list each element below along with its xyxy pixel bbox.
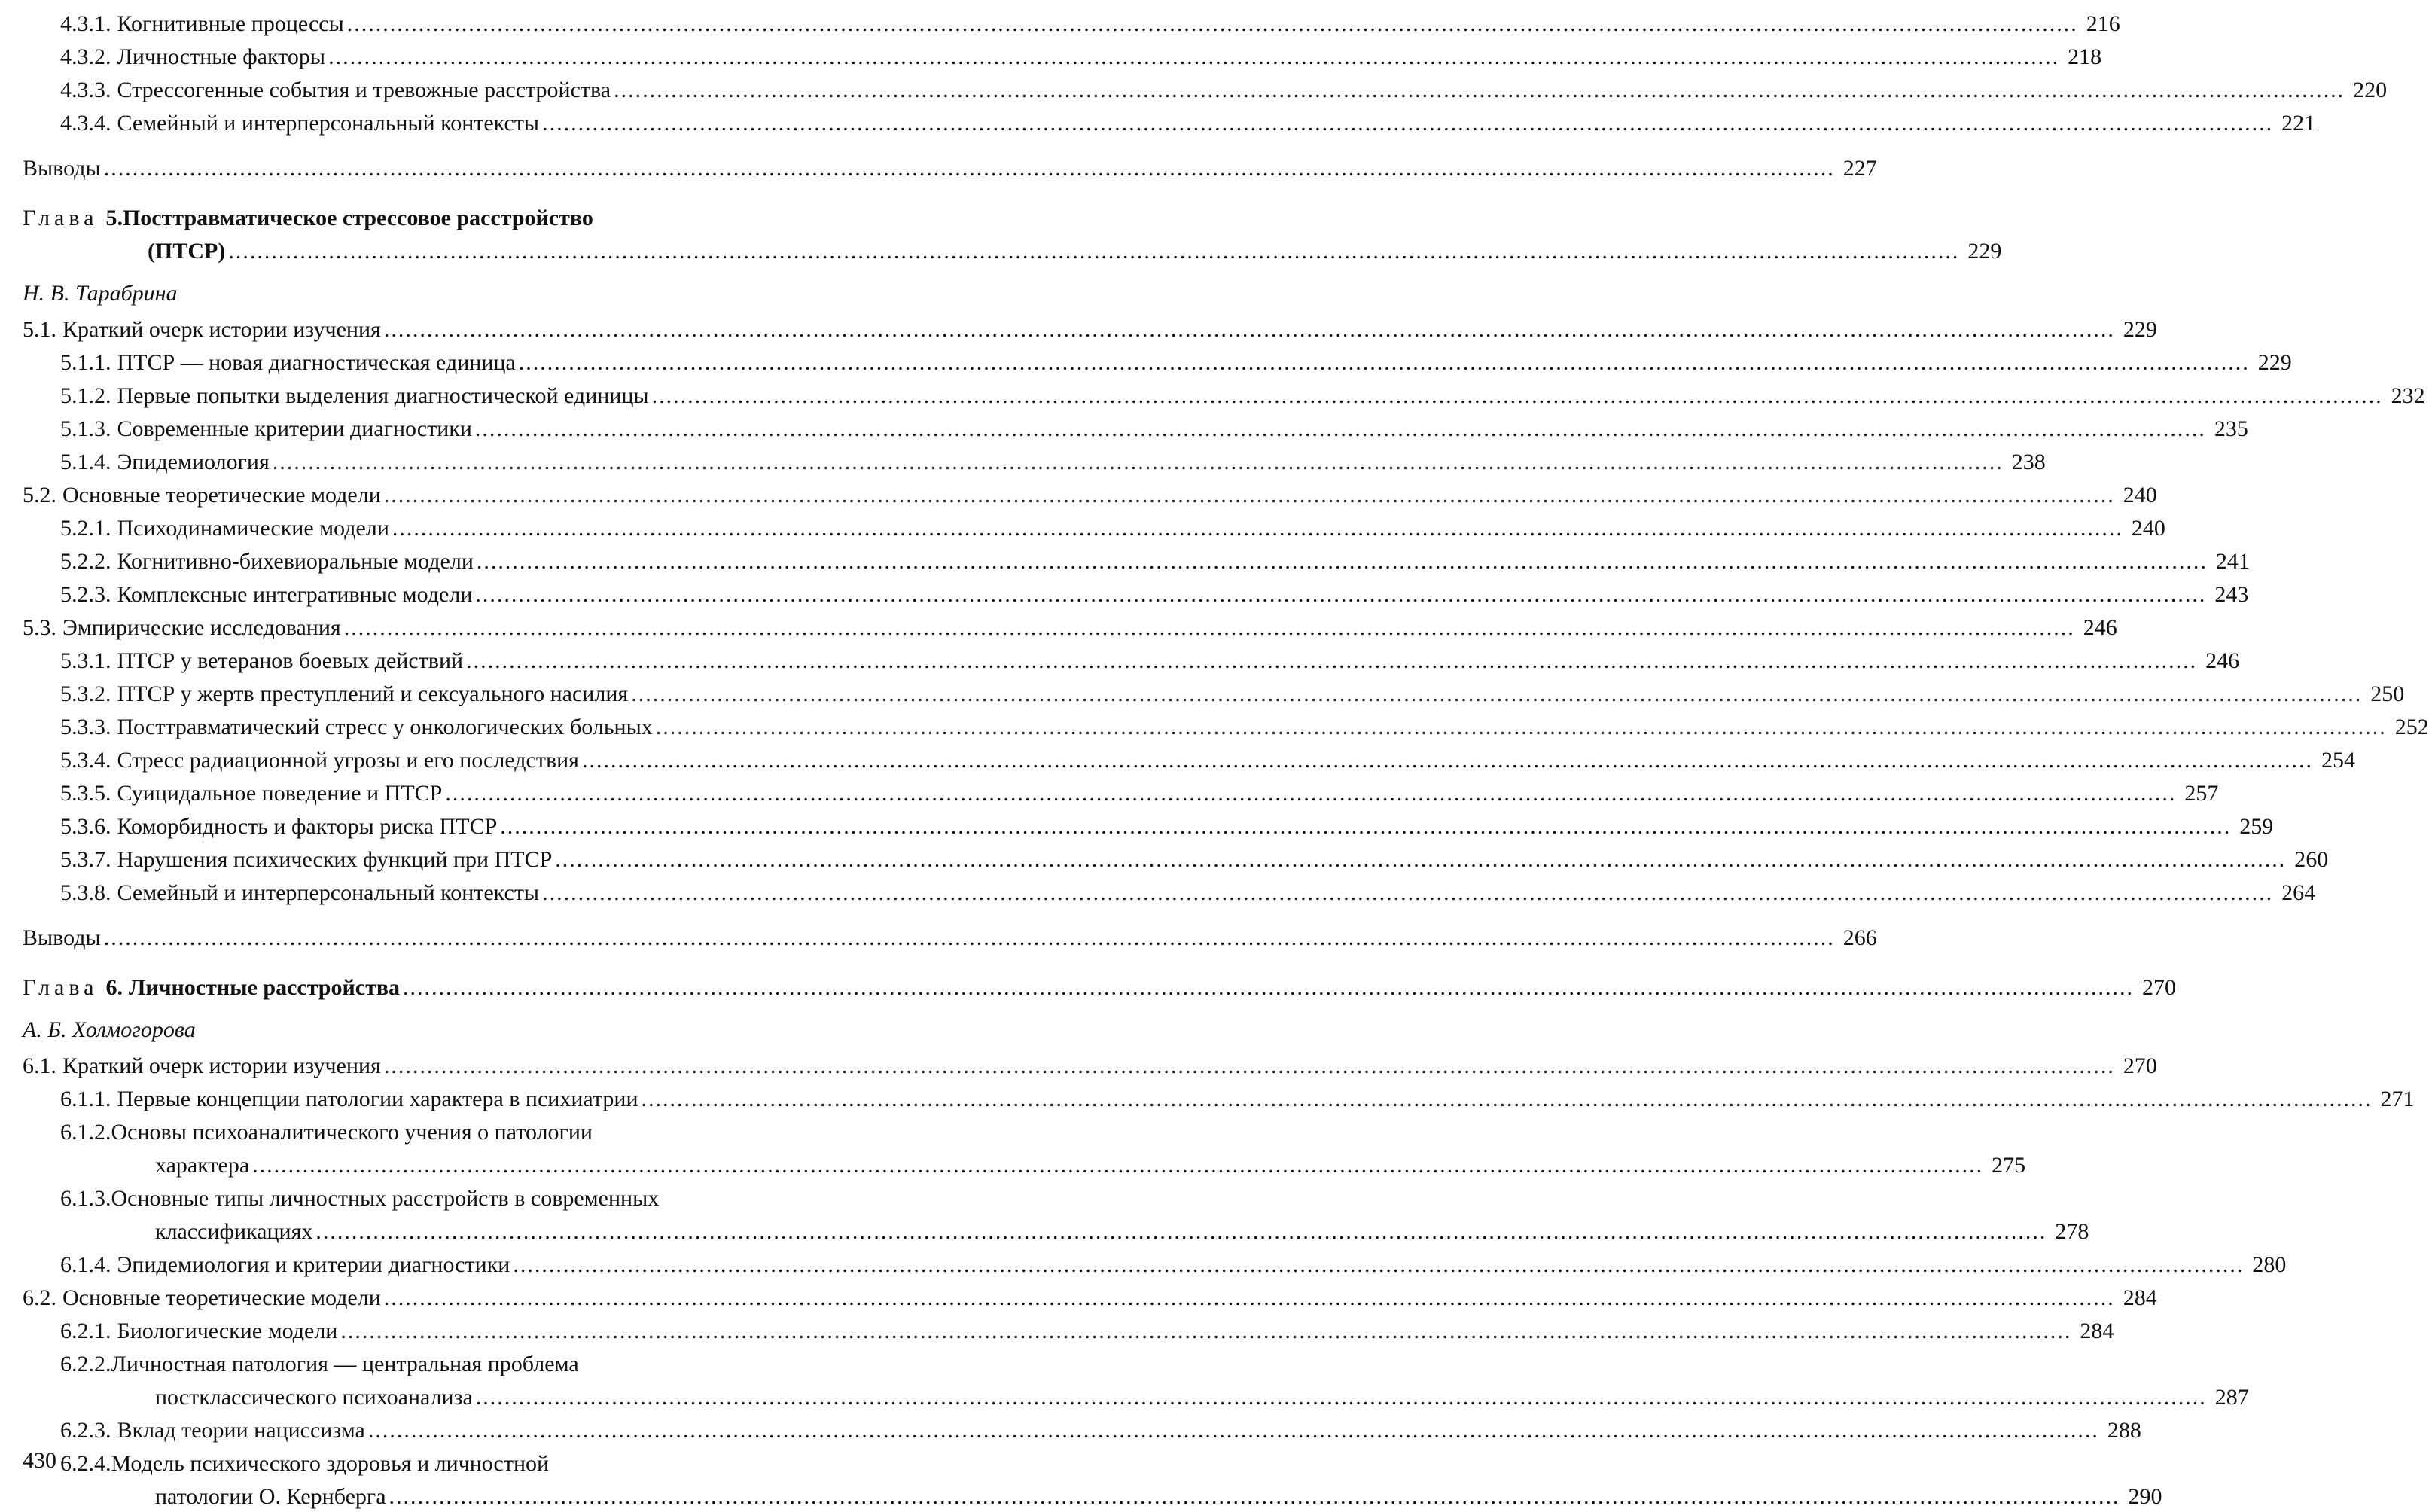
leader-dots — [445, 779, 2176, 809]
entry-number: 6.2.4. — [60, 1451, 111, 1476]
toc-entry[interactable] — [23, 511, 2165, 544]
entry-title: Первые попытки выделения диагностической единицы — [117, 383, 649, 408]
chapter-author: А. Б. Холмогорова — [23, 1017, 196, 1042]
leader-dots — [555, 845, 2286, 875]
toc-entry[interactable] — [23, 1247, 2287, 1280]
chapter-number: 5. — [105, 206, 123, 230]
entry-page: 270 — [2123, 1053, 2157, 1078]
toc-entry[interactable] — [23, 676, 2405, 709]
entry-title-line1: Основы психоаналитического учения о патологии — [111, 1120, 593, 1145]
entry-title: Коморбидность и факторы риска ПТСР — [117, 814, 498, 839]
entry-page: 275 — [1992, 1153, 2026, 1178]
leader-dots — [513, 1250, 2244, 1280]
entry-number: 6.2.2. — [60, 1352, 111, 1376]
entry-page: 252 — [2394, 715, 2429, 739]
toc-entry[interactable] — [23, 72, 2388, 105]
toc-entry[interactable] — [23, 1048, 2157, 1081]
book-page — [23, 0, 2429, 1509]
entry-number: 5.3.7. — [60, 847, 111, 872]
entry-title: Стрессогенные события и тревожные расстройства — [117, 78, 611, 102]
entry-page: 240 — [2123, 483, 2157, 508]
entry-number: 6.1.1. — [60, 1087, 111, 1111]
entry-number: 6.1.2. — [60, 1120, 111, 1145]
entry-page: 290 — [2128, 1484, 2162, 1509]
entry-title-line1: Модель психического здоровья и личностной — [111, 1451, 550, 1476]
entry-page: 280 — [2252, 1252, 2287, 1277]
entry-page: 287 — [2214, 1385, 2249, 1410]
entry-number: 5.1.3. — [60, 416, 111, 441]
entry-title: Краткий очерк истории изучения — [62, 1053, 381, 1078]
entry-number: 5.3.6. — [60, 814, 111, 839]
entry-page: 260 — [2294, 847, 2329, 872]
toc-entry[interactable] — [23, 312, 2157, 345]
entry-title: Выводы — [23, 925, 101, 950]
entry-title: Комплексные интегративные модели — [117, 582, 473, 607]
leader-dots — [475, 580, 2206, 610]
entry-page: 221 — [2281, 111, 2316, 136]
leader-dots — [476, 1382, 2207, 1413]
entry-title: Основные теоретические модели — [62, 483, 381, 508]
entry-number: 6.1.4. — [60, 1252, 111, 1277]
entry-number: 5.3.1. — [60, 648, 111, 673]
leader-dots — [403, 973, 2134, 1003]
entry-number: 6.1.3. — [60, 1186, 111, 1211]
toc-entry[interactable] — [23, 378, 2425, 411]
leader-dots — [384, 315, 2115, 345]
entry-page: 246 — [2205, 648, 2240, 673]
chapter-title-line1: Посттравматическое стрессовое расстройство — [122, 206, 593, 230]
entry-number: 6.1. — [23, 1053, 56, 1078]
entry-title: Выводы — [23, 156, 101, 181]
toc-entry[interactable] — [23, 151, 1877, 184]
toc-entry[interactable] — [23, 6, 2120, 39]
entry-title: Семейный и интерперсональный контексты — [117, 880, 540, 905]
entry-number: 5.3. — [23, 615, 56, 640]
entry-number: 5.1.4. — [60, 450, 111, 474]
entry-number: 6.2.1. — [60, 1318, 111, 1343]
entry-title-line2: патологии О. Кернберга — [155, 1484, 386, 1509]
entry-title-line2: классификациях — [155, 1219, 313, 1244]
toc-entry[interactable] — [23, 444, 2046, 477]
entry-title: Краткий очерк истории изучения — [62, 317, 381, 342]
entry-title: Личностные факторы — [117, 44, 326, 69]
leader-dots — [347, 9, 2078, 39]
entry-title: ПТСР у ветеранов боевых действий — [117, 648, 464, 673]
leader-dots — [477, 547, 2208, 577]
entry-page: 235 — [2214, 416, 2248, 441]
chapter-page: 270 — [2142, 975, 2177, 1000]
entry-number: 6.2.3. — [60, 1418, 111, 1443]
entry-title: Эпидемиология — [117, 450, 270, 474]
entry-title-line1: Личностная патология — центральная проблема — [111, 1352, 579, 1376]
toc-entry[interactable] — [23, 920, 1877, 953]
entry-number: 5.3.3. — [60, 715, 111, 739]
leader-dots — [500, 812, 2231, 842]
entry-number: 5.2. — [23, 483, 56, 508]
entry-page: 284 — [2123, 1285, 2157, 1310]
leader-dots — [228, 236, 1959, 267]
leader-dots — [631, 679, 2362, 709]
entry-page: 229 — [2123, 317, 2157, 342]
chapter-title: Личностные расстройства — [128, 975, 401, 1000]
chapter-page: 229 — [1967, 239, 2002, 264]
toc-entry[interactable] — [23, 345, 2292, 378]
entry-page: 220 — [2353, 78, 2388, 102]
toc-entry[interactable] — [23, 1114, 2026, 1181]
entry-title: Посттравматический стресс у онкологических больных — [117, 715, 653, 739]
entry-number: 4.3.4. — [60, 111, 111, 136]
entry-number: 5.3.4. — [60, 748, 111, 773]
leader-dots — [273, 447, 2004, 477]
entry-page: 257 — [2184, 781, 2219, 806]
entry-number: 5.1. — [23, 317, 56, 342]
toc-entry[interactable] — [23, 1081, 2415, 1114]
leader-dots — [542, 878, 2273, 908]
leader-dots — [656, 712, 2387, 742]
entry-title-line1: Основные типы личностных расстройств в современных — [111, 1186, 660, 1211]
entry-number: 5.3.5. — [60, 781, 111, 806]
entry-page: 271 — [2380, 1087, 2415, 1111]
entry-title: Вклад теории нациссизма — [117, 1418, 365, 1443]
toc-entry[interactable] — [23, 1181, 2089, 1247]
toc-entry[interactable] — [23, 39, 2102, 72]
toc-entry[interactable] — [23, 1280, 2157, 1313]
entry-title-line2: постклассического психоанализа — [155, 1385, 473, 1410]
entry-number: 4.3.1. — [60, 11, 111, 36]
entry-title: Первые концепции патологии характера в психиатрии — [117, 1087, 638, 1111]
entry-page: 238 — [2011, 450, 2046, 474]
entry-page: 246 — [2083, 615, 2117, 640]
entry-number: 5.2.1. — [60, 516, 111, 541]
entry-page: 232 — [2391, 383, 2425, 408]
toc-entry[interactable] — [23, 643, 2240, 676]
entry-page: 288 — [2107, 1418, 2141, 1443]
leader-dots — [344, 613, 2075, 643]
entry-page: 264 — [2281, 880, 2316, 905]
entry-number: 5.2.2. — [60, 549, 111, 574]
entry-page: 250 — [2370, 681, 2405, 706]
entry-title: Суицидальное поведение и ПТСР — [117, 781, 443, 806]
leader-dots — [519, 348, 2250, 378]
page-number: 430 — [23, 1448, 56, 1473]
chapter-label: Глава — [23, 975, 99, 1000]
entry-page: 278 — [2055, 1219, 2089, 1244]
entry-title: ПТСР — новая диагностическая единица — [117, 350, 516, 375]
entry-number: 5.1.1. — [60, 350, 111, 375]
entry-number: 5.1.2. — [60, 383, 111, 408]
leader-dots — [392, 514, 2123, 544]
entry-page: 243 — [2214, 582, 2249, 607]
entry-page: 216 — [2086, 11, 2120, 36]
table-of-contents — [23, 6, 2429, 1512]
leader-dots — [104, 923, 1835, 953]
chapter-number: 6. — [105, 975, 123, 1000]
entry-number: 6.2. — [23, 1285, 56, 1310]
leader-dots — [542, 108, 2273, 139]
entry-title: Эпидемиология и критерии диагностики — [117, 1252, 510, 1277]
toc-entry[interactable] — [23, 1346, 2249, 1413]
leader-dots — [315, 1217, 2047, 1247]
toc-entry[interactable] — [23, 842, 2329, 875]
leader-dots — [252, 1151, 1983, 1181]
toc-entry[interactable] — [23, 477, 2157, 511]
toc-chapter[interactable] — [23, 970, 2177, 1003]
entry-number: 5.3.2. — [60, 681, 111, 706]
entry-page: 259 — [2239, 814, 2274, 839]
entry-title: Стресс радиационной угрозы и его последствия — [117, 748, 579, 773]
entry-title: Биологические модели — [117, 1318, 338, 1343]
entry-number: 4.3.2. — [60, 44, 111, 69]
entry-page: 218 — [2068, 44, 2102, 69]
entry-title: Эмпирические исследования — [62, 615, 341, 640]
entry-title: Современные критерии диагностики — [117, 416, 472, 441]
leader-dots — [384, 480, 2115, 511]
entry-title: Когнитивно-бихевиоральные модели — [117, 549, 474, 574]
toc-entry[interactable] — [23, 709, 2429, 742]
entry-page: 240 — [2131, 516, 2165, 541]
toc-entry[interactable] — [23, 776, 2219, 809]
leader-dots — [328, 42, 2059, 72]
entry-number: 4.3.3. — [60, 78, 111, 102]
leader-dots — [340, 1316, 2071, 1346]
toc-entry[interactable] — [23, 1446, 2162, 1512]
toc-entry[interactable] — [23, 411, 2248, 444]
toc-entry[interactable] — [23, 577, 2249, 610]
entry-number: 5.3.8. — [60, 880, 111, 905]
entry-title: Семейный и интерперсональный контексты — [117, 111, 540, 136]
entry-page: 227 — [1842, 156, 1877, 181]
toc-entry[interactable] — [23, 875, 2316, 908]
leader-dots — [466, 646, 2197, 676]
leader-dots — [104, 154, 1835, 184]
leader-dots — [652, 381, 2383, 411]
leader-dots — [384, 1051, 2115, 1081]
entry-page: 266 — [1842, 925, 1877, 950]
toc-entry[interactable] — [23, 105, 2316, 139]
entry-title: Когнитивные процессы — [117, 11, 344, 36]
entry-title: Нарушения психических функций при ПТСР — [117, 847, 553, 872]
toc-entry[interactable] — [23, 1413, 2141, 1446]
entry-title: Психодинамические модели — [117, 516, 389, 541]
chapter-label: Глава — [23, 206, 99, 230]
leader-dots — [384, 1283, 2115, 1313]
leader-dots — [389, 1482, 2120, 1512]
chapter-title-line2: (ПТСР) — [148, 239, 226, 264]
toc-chapter[interactable] — [23, 200, 2002, 267]
leader-dots — [614, 75, 2345, 105]
leader-dots — [582, 745, 2313, 776]
entry-page: 229 — [2257, 350, 2292, 375]
toc-entry[interactable] — [23, 544, 2250, 577]
toc-entry[interactable] — [23, 809, 2274, 842]
entry-number: 5.2.3. — [60, 582, 111, 607]
toc-entry[interactable] — [23, 742, 2355, 776]
entry-page: 254 — [2321, 748, 2355, 773]
entry-title: Основные теоретические модели — [62, 1285, 381, 1310]
entry-page: 284 — [2080, 1318, 2114, 1343]
chapter-author: Н. В. Тарабрина — [23, 281, 178, 306]
entry-title-line2: характера — [155, 1153, 250, 1178]
entry-page: 241 — [2215, 549, 2250, 574]
toc-entry[interactable] — [23, 610, 2117, 643]
leader-dots — [368, 1416, 2099, 1446]
toc-entry[interactable] — [23, 1313, 2114, 1346]
leader-dots — [642, 1084, 2373, 1114]
entry-title: ПТСР у жертв преступлений и сексуального насилия — [117, 681, 629, 706]
leader-dots — [475, 414, 2206, 444]
